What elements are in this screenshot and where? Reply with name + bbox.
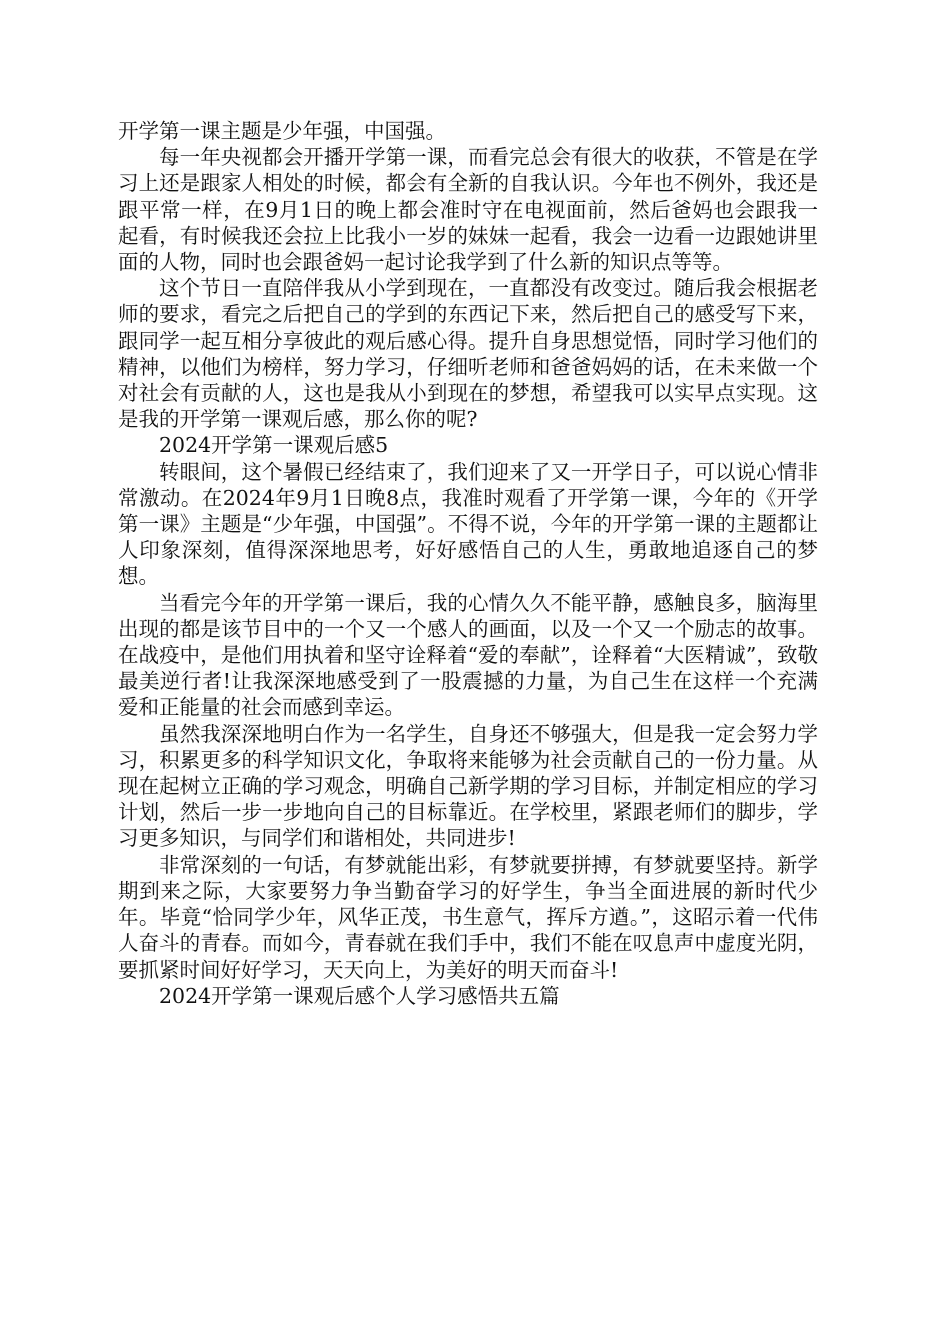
document-footer-title: 2024开学第一课观后感个人学习感悟共五篇 xyxy=(159,983,560,1008)
paragraph: 虽然我深深地明白作为一名学生，自身还不够强大，但是我一定会努力学习，积累更多的科学知识文化，争取将来能够为社会贡献自己的一份力量。从现在起树立正确的学习观念，明确自己新学期的学习目标，并制定相应的学习计划，然后一步一步地向自己的目标靠近。在学校里，紧跟老师们的脚步，学习更多知识，与同学们和谐相处，共同进步! xyxy=(118,721,818,851)
document-body xyxy=(118,118,818,1009)
paragraph: 非常深刻的一句话，有梦就能出彩，有梦就要拼搏，有梦就要坚持。新学期到来之际，大家要努力争当勤奋学习的好学生，争当全面进展的新时代少年。毕竟“恰同学少年，风华正茂，书生意气，挥斥方遒。”，这昭示着一代伟人奋斗的青春。而如今，青春就在我们手中，我们不能在叹息声中虚度光阴，要抓紧时间好好学习，天天向上，为美好的明天而奋斗! xyxy=(118,852,818,982)
paragraph: 每一年央视都会开播开学第一课，而看完总会有很大的收获，不管是在学习上还是跟家人相处的时候，都会有全新的自我认识。今年也不例外，我还是跟平常一样，在9月1日的晚上都会准时守在电视面前，然后爸妈也会跟我一起看，有时候我还会拉上比我小一岁的妹妹一起看，我会一边看一边跟她讲里面的人物，同时也会跟爸妈一起讨论我学到了什么新的知识点等等。 xyxy=(118,145,818,275)
paragraph: 转眼间，这个暑假已经结束了，我们迎来了又一开学日子，可以说心情非常激动。在2024年9月1日晚8点，我准时观看了开学第一课，今年的《开学第一课》主题是“少年强，中国强”。不得不说，今年的开学第一课的主题都让人印象深刻，值得深深地思考，好好感悟自己的人生，勇敢地追逐自己的梦想。 xyxy=(118,459,818,589)
paragraph: 这个节日一直陪伴我从小学到现在，一直都没有改变过。随后我会根据老师的要求，看完之后把自己的学到的东西记下来，然后把自己的感受写下来，跟同学一起互相分享彼此的观后感心得。提升自身思想觉悟，同时学习他们的精神，以他们为榜样，努力学习，仔细听老师和爸爸妈妈的话，在未来做一个对社会有贡献的人，这也是我从小到现在的梦想，希望我可以实早点实现。这是我的开学第一课观后感，那么你的呢? xyxy=(118,276,818,432)
paragraph-theme: 开学第一课主题是少年强，中国强。 xyxy=(118,119,446,143)
paragraph: 当看完今年的开学第一课后，我的心情久久不能平静，感触良多，脑海里出现的都是该节目中的一个又一个感人的画面，以及一个又一个励志的故事。在战疫中，是他们用执着和坚守诠释着“爱的奉献”，诠释着“大医精诚”，致敬最美逆行者!让我深深地感受到了一股震撼的力量，为自己生在这样一个充满爱和正能量的社会而感到幸运。 xyxy=(118,590,818,720)
section-heading: 2024开学第一课观后感5 xyxy=(159,433,389,458)
